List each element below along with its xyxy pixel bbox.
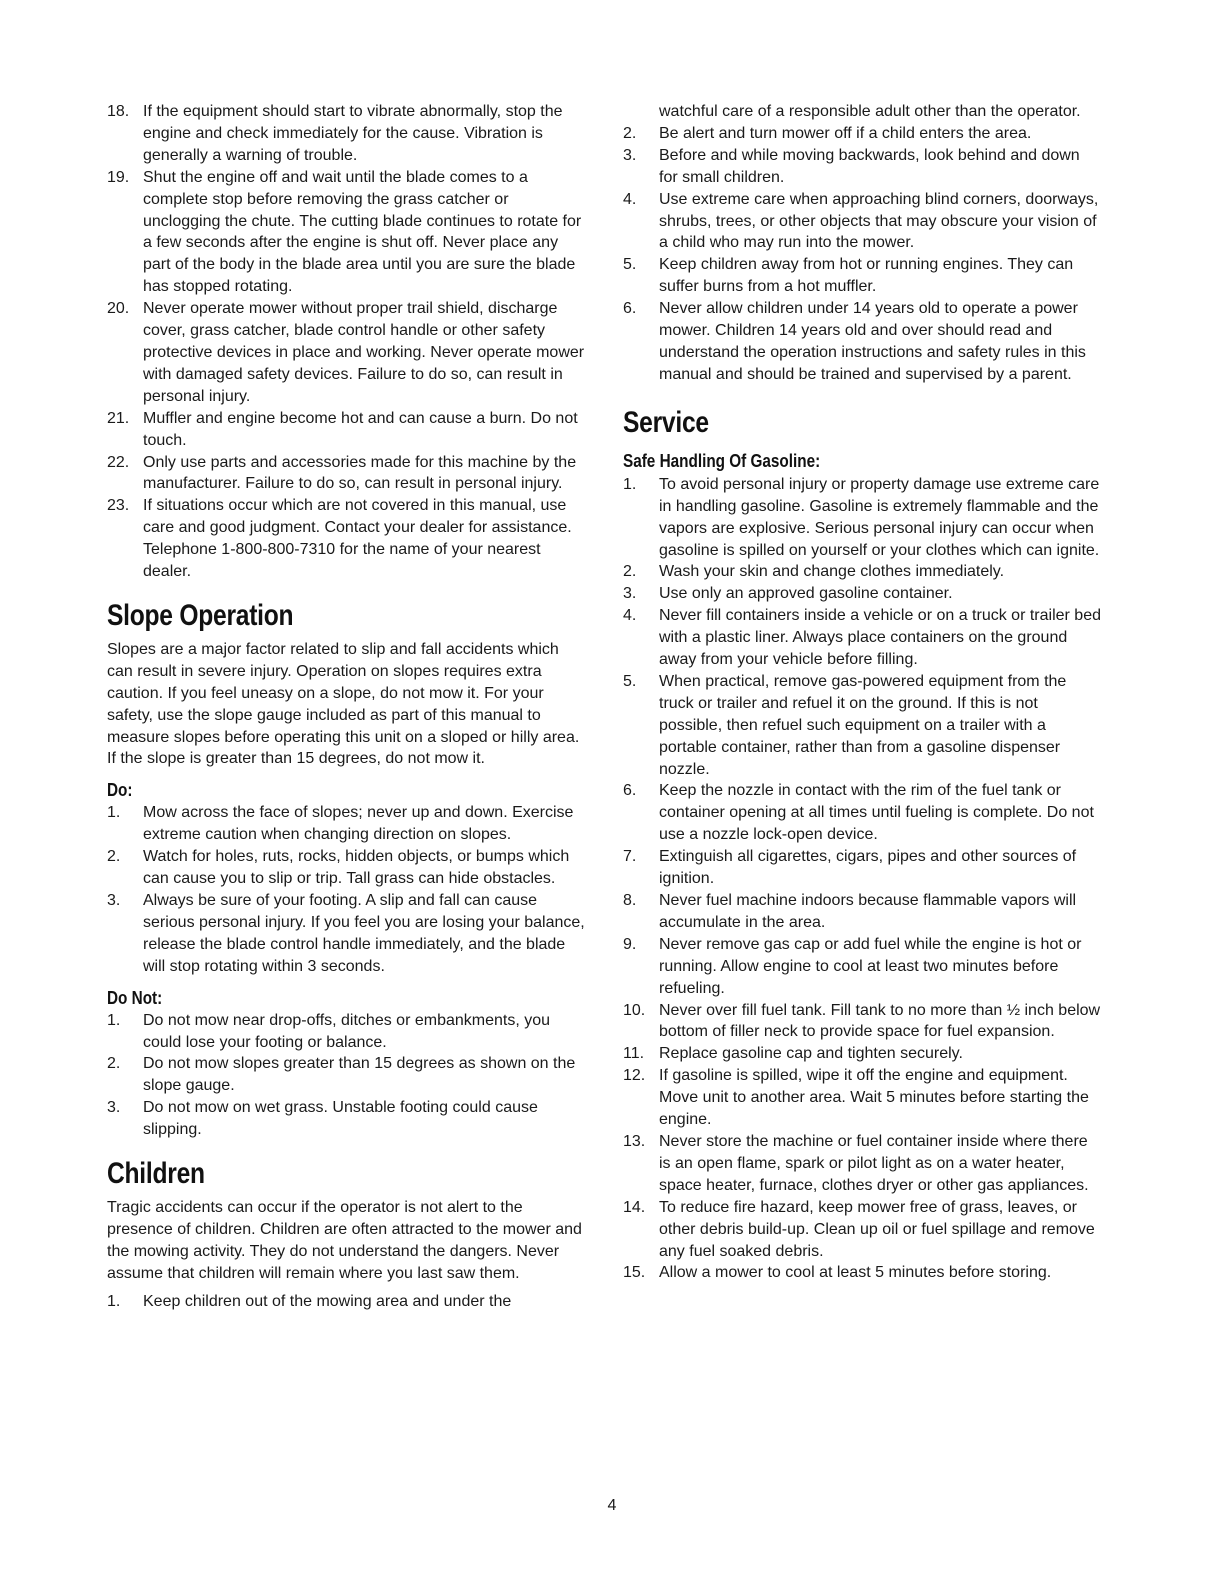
list-item bbox=[107, 802, 585, 846]
list-item-text: Allow a mower to cool at least 5 minutes before storing. bbox=[659, 1264, 1052, 1282]
list-item-number: 14. bbox=[623, 1198, 646, 1216]
list-item-number: 3. bbox=[623, 146, 637, 164]
list-item-text: If gasoline is spilled, wipe it off the engine and equipment. Move unit to another area. Wait 5 minutes before starting the engine. bbox=[659, 1067, 1089, 1129]
left-column bbox=[107, 101, 585, 1313]
list-item-number: 12. bbox=[623, 1067, 646, 1085]
list-item-text: Watch for holes, ruts, rocks, hidden objects, or bumps which can cause you to slip or trip. Tall grass can hide obstacles. bbox=[143, 848, 570, 888]
list-item bbox=[623, 934, 1101, 1000]
list-item-number: 3. bbox=[107, 892, 121, 909]
list-item bbox=[107, 1291, 585, 1313]
list-item bbox=[623, 846, 1101, 890]
list-item bbox=[623, 890, 1101, 934]
list-item bbox=[623, 561, 1101, 583]
list-item-number: 15. bbox=[623, 1264, 646, 1282]
list-item-number: 22. bbox=[107, 453, 130, 471]
list-item bbox=[623, 1197, 1101, 1263]
list-item-text: Keep the nozzle in contact with the rim of the fuel tank or container opening at all times until fueling is complete. Do not use a nozzle lock-open device. bbox=[659, 782, 1094, 844]
list-item bbox=[107, 890, 585, 978]
list-item-number: 9. bbox=[623, 935, 637, 953]
list-item bbox=[107, 408, 585, 452]
do-not-heading: Do Not: bbox=[107, 987, 163, 1008]
list-item-text: Before and while moving backwards, look behind and down for small children. bbox=[659, 146, 1080, 186]
list-item-number: 2. bbox=[107, 1055, 121, 1073]
gasoline-handling-list bbox=[623, 474, 1101, 1285]
slope-intro-paragraph: Slopes are a major factor related to slip and fall accidents which can result in severe injury. Operation on slopes requires extra caution. If you feel uneasy on a slope, do not mow it. For your safety, use the slope gauge included as part of this manual to measure slopes before operating this unit on a sloped or hilly area. If the slope is greater than 15 degrees, do not mow it. bbox=[107, 640, 580, 768]
list-item-number: 1. bbox=[107, 1292, 121, 1310]
list-item-number: 19. bbox=[107, 168, 130, 186]
list-item-number: 4. bbox=[623, 607, 637, 625]
list-item-text: Never store the machine or fuel container inside where there is an open flame, spark or pilot light as on a water heater, space heater, furnace, clothes dryer or other gas appliances. bbox=[659, 1132, 1089, 1194]
list-item-number: 3. bbox=[623, 585, 637, 603]
children-intro-paragraph: Tragic accidents can occur if the operator is not alert to the presence of children. Children are often attracted to the mower and the mowing activity. They do not understand the dangers. Never assume that children will remain where you last saw them. bbox=[107, 1199, 582, 1282]
list-item-text: Replace gasoline cap and tighten securely. bbox=[659, 1045, 963, 1063]
list-item-text: Use extreme care when approaching blind corners, doorways, shrubs, trees, or other objects that may obscure your vision of a child who may run into the mower. bbox=[659, 190, 1099, 252]
list-item-number: 4. bbox=[623, 190, 637, 208]
list-item-text: Wash your skin and change clothes immediately. bbox=[659, 563, 1005, 581]
list-item-number: 5. bbox=[623, 256, 637, 274]
list-item bbox=[623, 605, 1101, 671]
list-item bbox=[623, 1131, 1101, 1197]
list-item bbox=[623, 583, 1101, 605]
list-item bbox=[623, 189, 1101, 255]
list-item bbox=[107, 298, 585, 408]
list-item-text: Keep children out of the mowing area and under the bbox=[143, 1292, 512, 1310]
list-item bbox=[623, 1262, 1101, 1284]
list-item bbox=[107, 452, 585, 496]
safe-handling-gasoline-heading: Safe Handling Of Gasoline: bbox=[623, 450, 821, 471]
do-heading: Do: bbox=[107, 780, 133, 801]
list-item-text: watchful care of a responsible adult other than the operator. bbox=[659, 103, 1081, 120]
list-item-text: To reduce fire hazard, keep mower free of grass, leaves, or other debris build-up. Clean up oil or fuel spillage and remove any fuel soaked debris. bbox=[659, 1198, 1095, 1260]
list-item-number: 2. bbox=[623, 563, 637, 581]
list-item-text: Keep children away from hot or running engines. They can suffer burns from a hot muffler. bbox=[659, 256, 1074, 296]
list-item bbox=[107, 495, 585, 583]
list-item-text: To avoid personal injury or property damage use extreme care in handling gasoline. Gasoline is extremely flammable and the vapors are explosive. Serious personal injury can occur when gasoline is spilled on yourself or your clothes which can ignite. bbox=[659, 475, 1100, 559]
list-item-number: 7. bbox=[623, 848, 637, 866]
list-item-number: 2. bbox=[623, 124, 637, 142]
list-item bbox=[107, 167, 585, 298]
list-item bbox=[623, 780, 1101, 846]
list-item bbox=[107, 1097, 585, 1141]
list-item bbox=[623, 101, 1101, 123]
list-item-text: Never operate mower without proper trail shield, discharge cover, grass catcher, blade control handle or other safety protective devices in place and working. Never operate mower with damaged safety devices. Failure to do so, can result in personal injury. bbox=[143, 300, 585, 405]
slope-operation-heading: Slope Operation bbox=[107, 598, 294, 632]
list-item-number: 1. bbox=[623, 475, 637, 493]
list-item-text: If situations occur which are not covered in this manual, use care and good judgment. Contact your dealer for assistance. Telephone 1-800-800-7310 for the name of your nearest dealer. bbox=[143, 497, 572, 581]
list-item-text: Do not mow slopes greater than 15 degrees as shown on the slope gauge. bbox=[143, 1055, 576, 1095]
list-item bbox=[623, 474, 1101, 562]
list-item-text: Never remove gas cap or add fuel while the engine is hot or running. Allow engine to cool at least two minutes before refueling. bbox=[659, 935, 1082, 997]
list-item bbox=[623, 254, 1101, 298]
list-item-text: Never fill containers inside a vehicle or on a truck or trailer bed with a plastic liner. Always place containers on the ground away from your vehicle before filling. bbox=[659, 607, 1101, 669]
list-item-number: 1. bbox=[107, 1011, 121, 1029]
list-item-number bbox=[623, 101, 659, 123]
safety-rules-list bbox=[107, 101, 585, 583]
do-list bbox=[107, 802, 585, 977]
list-item-text: Never over fill fuel tank. Fill tank to no more than ½ inch below bottom of filler neck to provide space for fuel expansion. bbox=[659, 1001, 1101, 1041]
list-item bbox=[107, 1010, 585, 1054]
list-item-number: 10. bbox=[623, 1001, 646, 1019]
list-item-text: Do not mow on wet grass. Unstable footing could cause slipping. bbox=[143, 1099, 538, 1139]
list-item-number: 2. bbox=[107, 848, 121, 866]
list-item-number: 11. bbox=[623, 1045, 645, 1063]
list-item-text: Extinguish all cigarettes, cigars, pipes and other sources of ignition. bbox=[659, 848, 1077, 888]
list-item bbox=[623, 1065, 1101, 1131]
list-item-number: 23. bbox=[107, 497, 130, 515]
list-item-number: 8. bbox=[623, 892, 637, 909]
list-item-number: 21. bbox=[107, 409, 130, 427]
list-item-text: Only use parts and accessories made for this machine by the manufacturer. Failure to do so, can result in personal injury. bbox=[143, 453, 577, 493]
children-list bbox=[107, 1291, 585, 1313]
children-heading: Children bbox=[107, 1157, 205, 1191]
list-item bbox=[623, 145, 1101, 189]
do-not-list bbox=[107, 1010, 585, 1141]
list-item bbox=[107, 101, 585, 167]
list-item bbox=[623, 1000, 1101, 1044]
list-item-text: If the equipment should start to vibrate abnormally, stop the engine and check immediately for the cause. Vibration is generally a warning of trouble. bbox=[143, 103, 563, 164]
list-item-number: 20. bbox=[107, 300, 130, 318]
list-item-text: Do not mow near drop-offs, ditches or embankments, you could lose your footing or balance. bbox=[143, 1011, 551, 1051]
list-item-number: 13. bbox=[623, 1132, 646, 1150]
list-item-text: Muffler and engine become hot and can cause a burn. Do not touch. bbox=[143, 409, 578, 449]
right-column bbox=[623, 101, 1101, 1284]
list-item-text: Mow across the face of slopes; never up and down. Exercise extreme caution when changing direction on slopes. bbox=[143, 804, 574, 844]
list-item-number: 3. bbox=[107, 1099, 121, 1117]
list-item-text: Use only an approved gasoline container. bbox=[659, 585, 953, 603]
list-item bbox=[623, 298, 1101, 386]
list-item-number: 5. bbox=[623, 672, 637, 690]
list-item bbox=[107, 846, 585, 890]
list-item-number: 18. bbox=[107, 103, 130, 120]
service-heading: Service bbox=[623, 405, 709, 439]
list-item-text: Always be sure of your footing. A slip and fall can cause serious personal injury. If you feel you are losing your balance, release the blade control handle immediately, and the blade will stop rotating within 3 seconds. bbox=[143, 892, 585, 975]
list-item-text: Never fuel machine indoors because flammable vapors will accumulate in the area. bbox=[659, 892, 1077, 931]
list-item-text: Shut the engine off and wait until the blade comes to a complete stop before removing the grass catcher or unclogging the chute. The cutting blade continues to rotate for a few seconds after the engine is shut off. Never place any part of the body in the blade area until you are sure the blade has stopped rotating. bbox=[143, 168, 582, 296]
list-item bbox=[623, 1043, 1101, 1065]
page-number: 4 bbox=[607, 1497, 617, 1514]
children-list-continued bbox=[623, 101, 1101, 386]
list-item-number: 1. bbox=[107, 804, 121, 822]
list-item-text: Be alert and turn mower off if a child enters the area. bbox=[659, 124, 1032, 142]
list-item bbox=[107, 1053, 585, 1097]
list-item-text: When practical, remove gas-powered equipment from the truck or trailer and refuel it on the ground. If this is not possible, then refuel such equipment on a trailer with a portable container, rather than from a gasoline dispenser nozzle. bbox=[659, 672, 1067, 778]
list-item bbox=[623, 123, 1101, 145]
list-item-text: Never allow children under 14 years old to operate a power mower. Children 14 years old and over should read and understand the operation instructions and safety rules in this manual and should be trained and supervised by a parent. bbox=[659, 300, 1086, 383]
list-item-number: 6. bbox=[623, 782, 637, 800]
list-item bbox=[623, 671, 1101, 781]
list-item-number: 6. bbox=[623, 300, 637, 318]
